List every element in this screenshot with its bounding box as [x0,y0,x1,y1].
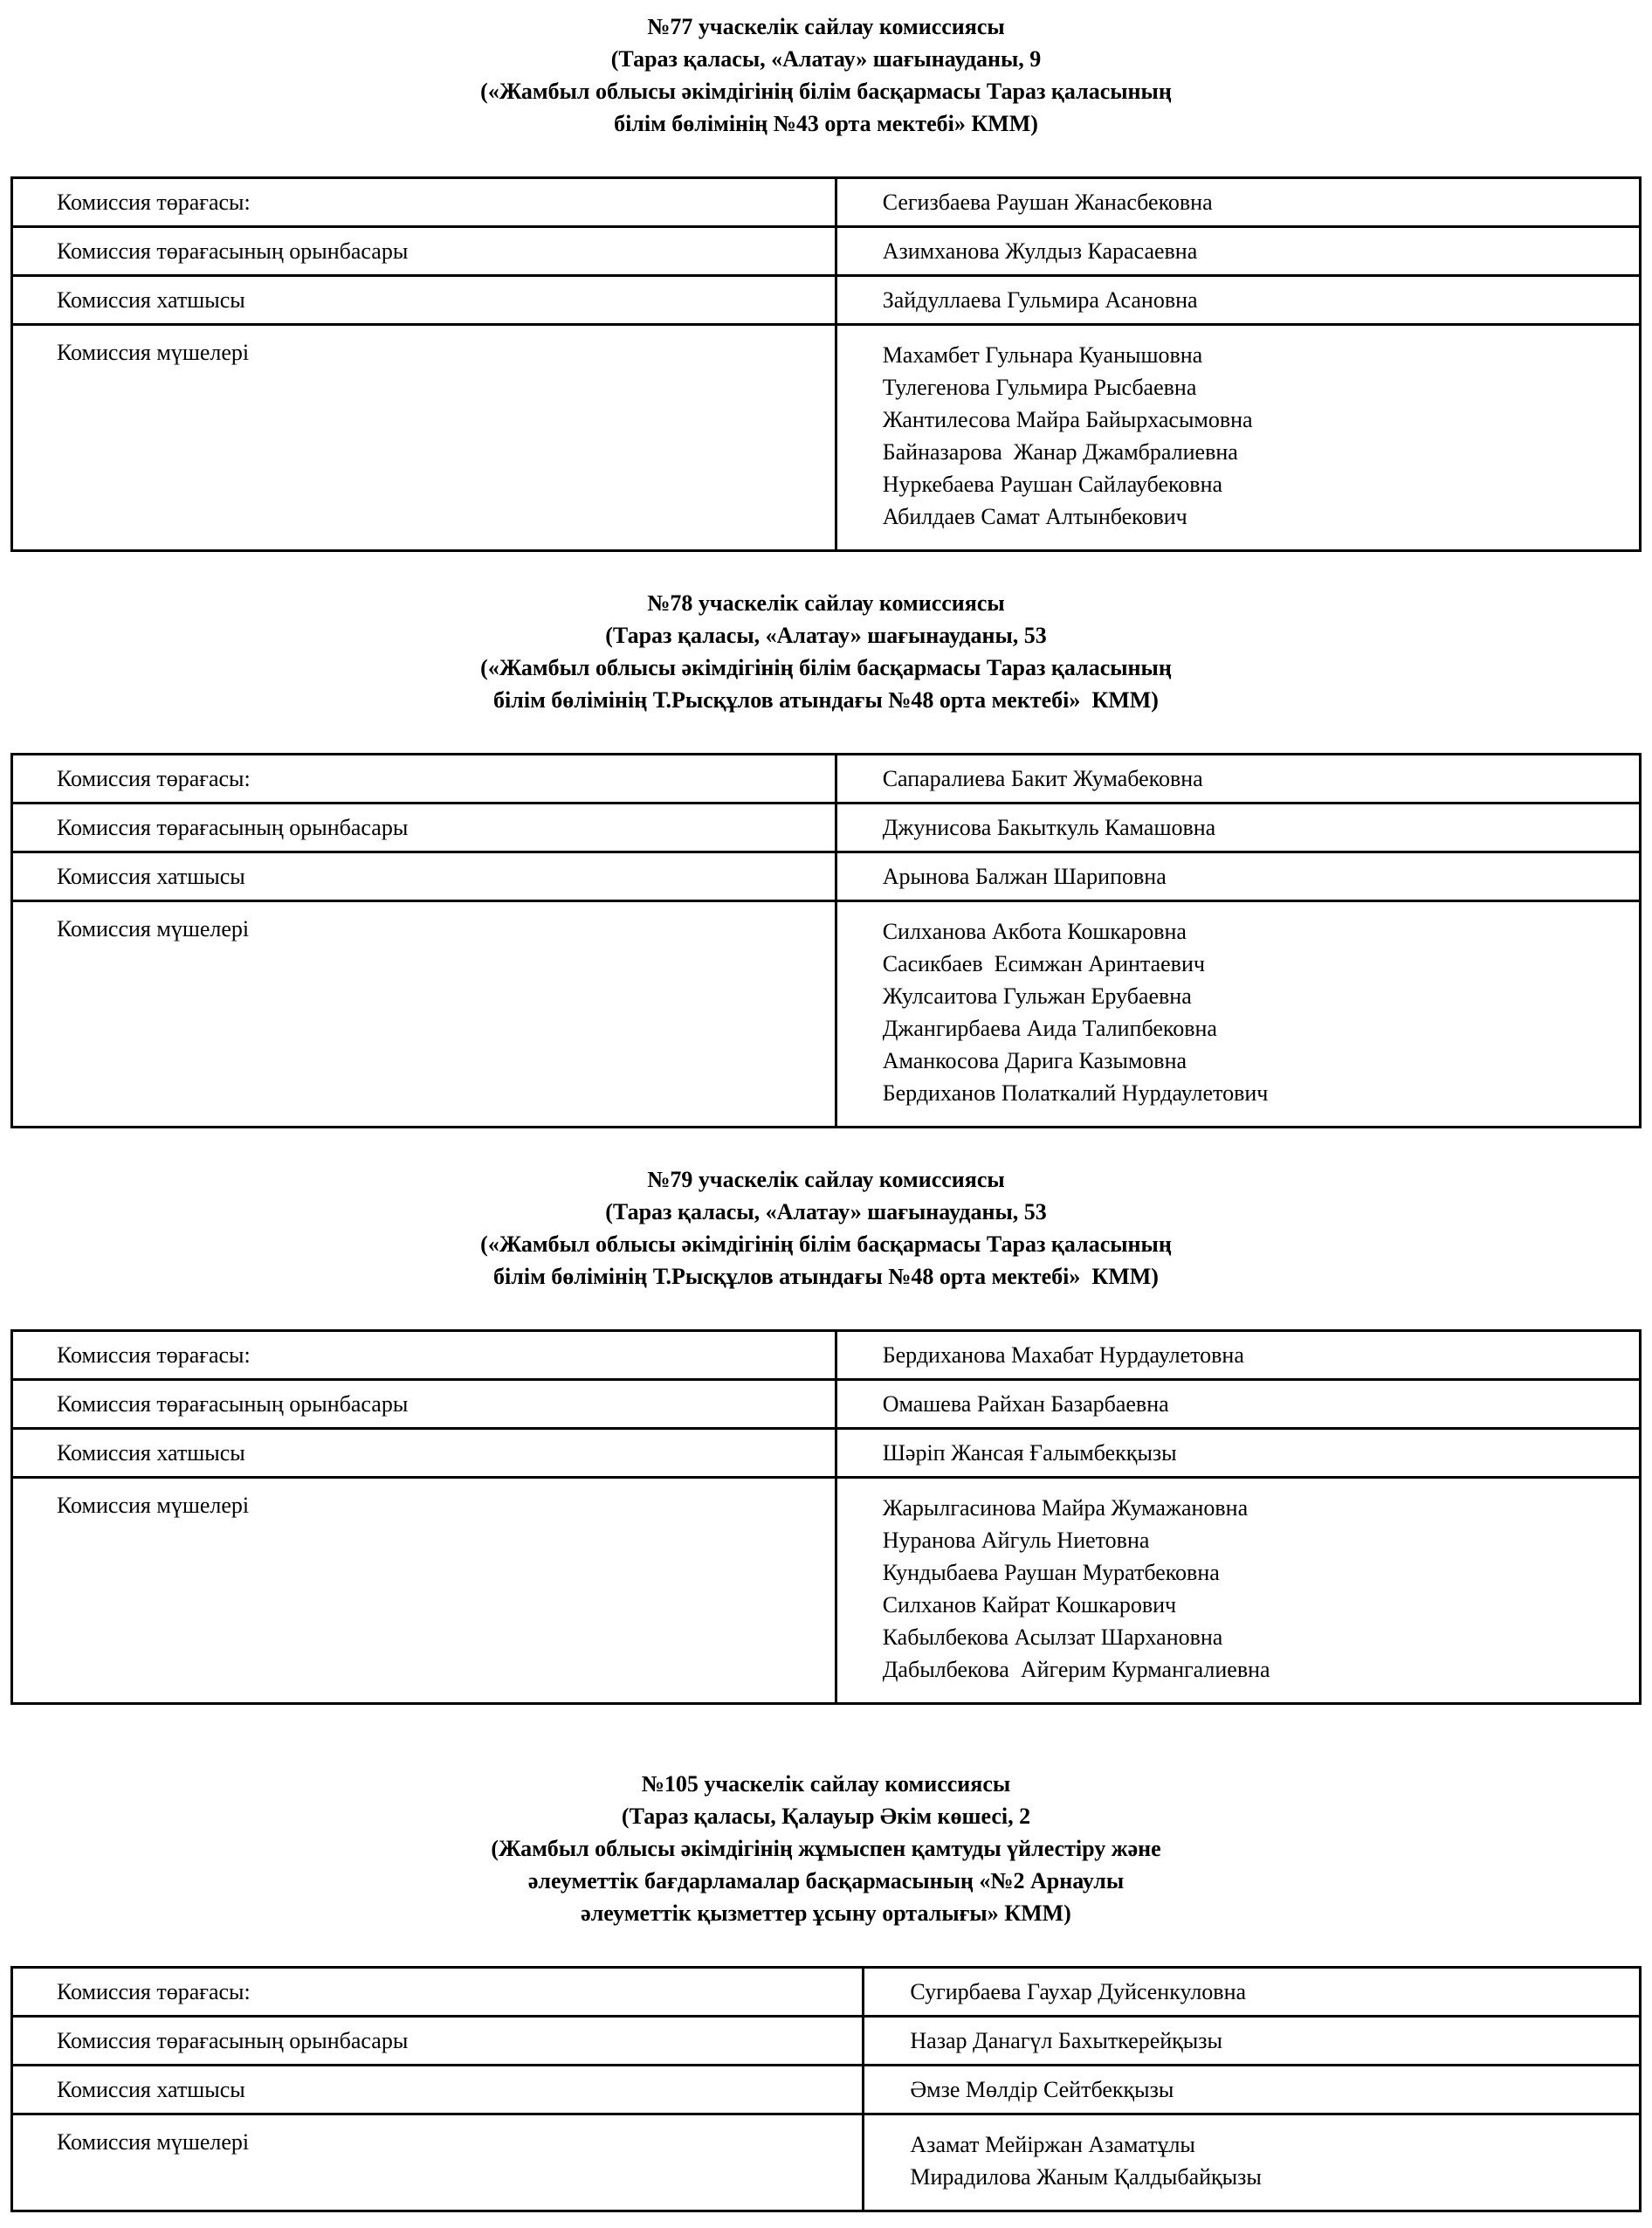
title-line: білім бөлімінің №43 орта мектебі» КММ) [614,111,1038,136]
title-line: (Тараз қаласы, «Алатау» шағынауданы, 9 [610,46,1042,72]
member-name: Жантилесова Майра Байырхасымовна [882,407,1253,432]
secretary-role-label: Комиссия хатшысы [12,852,836,901]
commission-section [10,10,1642,552]
member-name: Жулсаитова Гульжан Ерубаевна [882,983,1192,1009]
title-line: білім бөлімінің Т.Рысқұлов атындағы №48 орта мектебі» КММ) [493,1264,1159,1289]
commission-table [10,1329,1642,1705]
member-name: Нуранова Айгуль Ниетовна [882,1528,1150,1553]
secretary-row [12,1429,1641,1478]
secretary-row [12,852,1641,901]
deputy-role-label: Комиссия төрағасының орынбасары [12,227,836,276]
title-line: (Тараз қаласы, Қалауыр Әкім көшесі, 2 [621,1804,1031,1829]
members-cell [836,1478,1640,1704]
chairman-role-label: Комиссия төрағасы: [12,1968,864,2017]
member-name: Нуркебаева Раушан Сайлаубековна [882,472,1223,497]
chairman-name: Сапаралиева Бакит Жумабековна [836,755,1640,804]
deputy-name: Омашева Райхан Базарбаевна [836,1380,1640,1429]
secretary-role-label: Комиссия хатшысы [12,276,836,325]
title-line: (Тараз қаласы, «Алатау» шағынауданы, 53 [605,1199,1047,1224]
deputy-row [12,804,1641,852]
title-line: әлеуметтік бағдарламалар басқармасының «№2 Арнаулы [527,1868,1125,1893]
members-cell [864,2114,1641,2211]
secretary-name: Арынова Балжан Шариповна [836,852,1640,901]
commission-table [10,753,1642,1128]
secretary-row [12,276,1641,325]
chairman-row [12,178,1641,227]
section-title [10,1768,1642,1929]
title-line: («Жамбыл облысы әкімдігінің білім басқармасы Тараз қаласының [480,1231,1172,1257]
chairman-row [12,1331,1641,1380]
secretary-name: Зайдуллаева Гульмира Асановна [836,276,1640,325]
member-name: Аманкосова Дарига Казымовна [882,1048,1187,1073]
deputy-row [12,1380,1641,1429]
members-role-label: Комиссия мүшелері [12,901,836,1128]
title-line: («Жамбыл облысы әкімдігінің білім басқармасы Тараз қаласының [480,79,1172,104]
title-line: әлеуметтік қызметтер ұсыну орталығы» КММ) [581,1900,1071,1926]
title-line: №105 учаскелік сайлау комиссиясы [641,1771,1011,1797]
member-name: Дабылбекова Айгерим Курмангалиевна [882,1657,1270,1682]
member-name: Азамат Мейіржан Азаматұлы [910,2132,1195,2157]
section-title [10,587,1642,716]
secretary-row [12,2066,1641,2114]
members-row [12,1478,1641,1704]
deputy-row [12,2017,1641,2066]
secretary-role-label: Комиссия хатшысы [12,2066,864,2114]
members-row [12,901,1641,1128]
commission-section [10,1768,1642,2212]
title-line: білім бөлімінің Т.Рысқұлов атындағы №48 орта мектебі» КММ) [493,687,1159,713]
title-line: №77 учаскелік сайлау комиссиясы [647,14,1005,39]
deputy-name: Назар Данагүл Бахыткерейқызы [864,2017,1641,2066]
section-title [10,1163,1642,1293]
commission-section [10,1163,1642,1705]
document [10,10,1642,2212]
commission-section [10,587,1642,1128]
deputy-name: Джунисова Бакыткуль Камашовна [836,804,1640,852]
chairman-name: Бердиханова Махабат Нурдаулетовна [836,1331,1640,1380]
section-title [10,10,1642,140]
chairman-role-label: Комиссия төрағасы: [12,178,836,227]
member-name: Байназарова Жанар Джамбралиевна [882,439,1238,465]
secretary-name: Әмзе Мөлдір Сейтбекқызы [864,2066,1641,2114]
members-cell [836,901,1640,1128]
title-line: (Тараз қаласы, «Алатау» шағынауданы, 53 [605,623,1047,648]
member-name: Силханова Акбота Кошкаровна [882,919,1187,944]
member-name: Кундыбаева Раушан Муратбековна [882,1560,1220,1585]
chairman-row [12,755,1641,804]
member-name: Сасикбаев Есимжан Аринтаевич [882,951,1205,976]
members-role-label: Комиссия мүшелері [12,2114,864,2211]
deputy-role-label: Комиссия төрағасының орынбасары [12,1380,836,1429]
title-line: №78 учаскелік сайлау комиссиясы [647,590,1005,616]
chairman-role-label: Комиссия төрағасы: [12,755,836,804]
deputy-row [12,227,1641,276]
members-role-label: Комиссия мүшелері [12,325,836,551]
members-row [12,325,1641,551]
chairman-row [12,1968,1641,2017]
secretary-role-label: Комиссия хатшысы [12,1429,836,1478]
deputy-name: Азимханова Жулдыз Карасаевна [836,227,1640,276]
members-role-label: Комиссия мүшелері [12,1478,836,1704]
member-name: Силханов Кайрат Кошкарович [882,1592,1177,1618]
deputy-role-label: Комиссия төрағасының орынбасары [12,804,836,852]
members-cell [836,325,1640,551]
chairman-role-label: Комиссия төрағасы: [12,1331,836,1380]
commission-table [10,176,1642,552]
member-name: Мирадилова Жаным Қалдыбайқызы [910,2164,1262,2190]
title-line: №79 учаскелік сайлау комиссиясы [647,1167,1005,1192]
chairman-name: Сегизбаева Раушан Жанасбековна [836,178,1640,227]
members-row [12,2114,1641,2211]
chairman-name: Сугирбаева Гаухар Дуйсенкуловна [864,1968,1641,2017]
title-line: (Жамбыл облысы әкімдігінің жұмыспен қамтуды үйлестіру және [491,1836,1161,1861]
member-name: Абилдаев Самат Алтынбекович [882,504,1187,529]
commission-table [10,1966,1642,2212]
member-name: Жарылгасинова Майра Жумажановна [882,1495,1249,1521]
member-name: Махамбет Гульнара Куанышовна [882,342,1203,368]
member-name: Кабылбекова Асылзат Шархановна [882,1624,1223,1650]
deputy-role-label: Комиссия төрағасының орынбасары [12,2017,864,2066]
secretary-name: Шәріп Жансая Ғалымбекқызы [836,1429,1640,1478]
member-name: Бердиханов Полаткалий Нурдаулетович [882,1080,1269,1106]
member-name: Тулегенова Гульмира Рысбаевна [882,375,1197,400]
member-name: Джангирбаева Аида Талипбековна [882,1016,1217,1041]
title-line: («Жамбыл облысы әкімдігінің білім басқармасы Тараз қаласының [480,655,1172,680]
